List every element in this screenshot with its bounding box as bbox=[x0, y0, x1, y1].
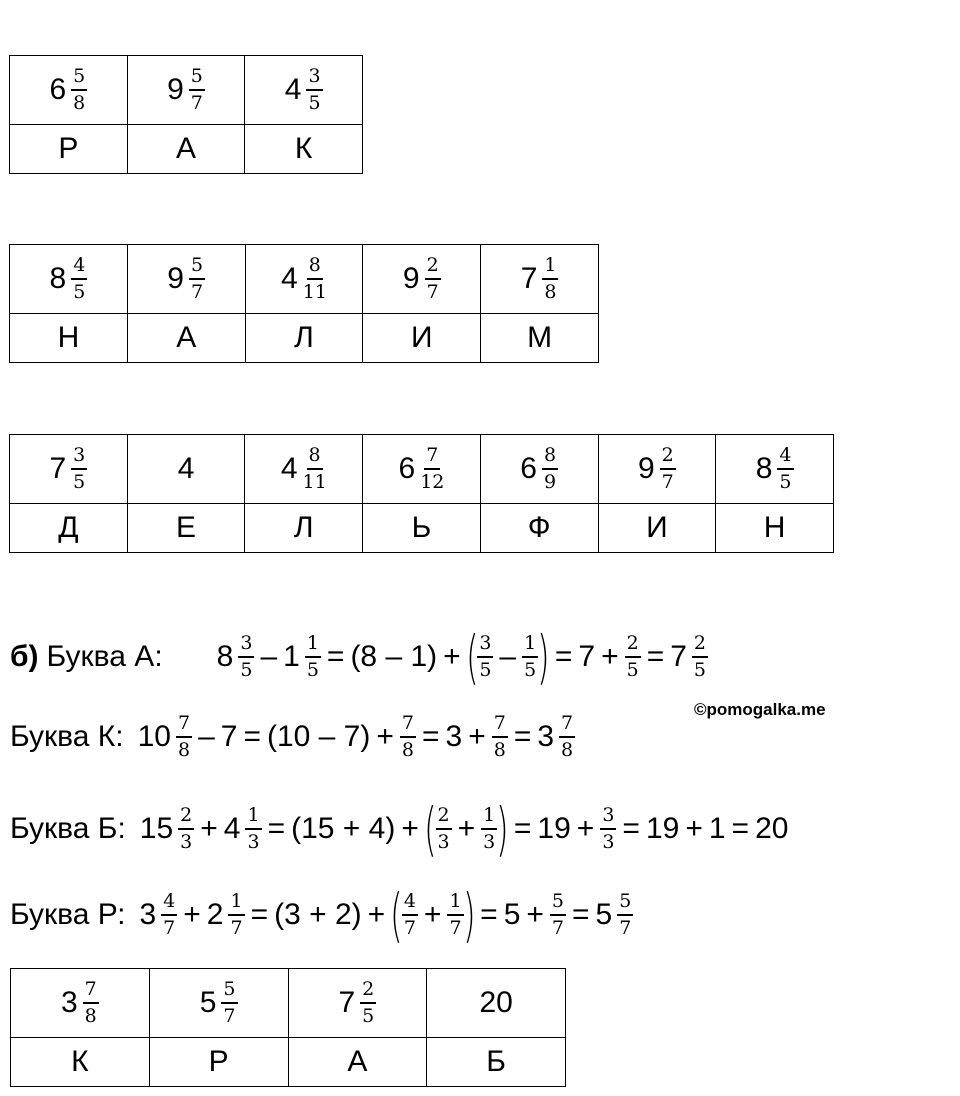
fraction: $\frac{2}{5}$ bbox=[693, 632, 706, 681]
table-3 bbox=[9, 434, 834, 553]
cell-number: 20 bbox=[427, 969, 566, 1038]
fraction: $\frac{1}{3}$ bbox=[247, 804, 260, 853]
fraction: $\frac{4}{7}$ bbox=[403, 890, 416, 939]
cell-number: 4 $\frac{8}{11}$ bbox=[245, 435, 363, 504]
line-label: Буква К: bbox=[10, 720, 124, 753]
cell-letter: Ь bbox=[363, 504, 481, 553]
fraction: $\frac{2}{7}$ bbox=[426, 254, 439, 303]
fraction: $\frac{3}{5}$ bbox=[308, 65, 321, 114]
fraction: $\frac{7}{8}$ bbox=[561, 712, 574, 761]
cell-number: 7 $\frac{3}{5}$ bbox=[10, 435, 128, 504]
fraction: $\frac{4}{7}$ bbox=[163, 890, 176, 939]
fraction: $\frac{1}{5}$ bbox=[524, 632, 537, 681]
fraction: $\frac{5}{7}$ bbox=[190, 65, 203, 114]
fraction: $\frac{1}{7}$ bbox=[230, 890, 243, 939]
table-4 bbox=[10, 968, 566, 1087]
section-marker: б) bbox=[10, 640, 39, 673]
cell-number: 8 $\frac{4}{5}$ bbox=[10, 245, 128, 314]
fraction: $\frac{1}{8}$ bbox=[544, 254, 557, 303]
line-label: Буква Б: bbox=[10, 812, 126, 845]
fraction: $\frac{3}{5}$ bbox=[240, 632, 253, 681]
cell-letter: Р bbox=[149, 1038, 288, 1087]
cell-number: 9 $\frac{2}{7}$ bbox=[363, 245, 481, 314]
watermark: ©pomogalka.me bbox=[694, 700, 826, 719]
cell-number: 6 $\frac{7}{12}$ bbox=[363, 435, 481, 504]
equation-line-k: Буква К: 10 $\frac{7}{8}$ – 7 = (10 – 7) + $\frac{7}{8}$ = 3 + $\frac{7}{8}$ = 3 $\frac{7}{8}$ bbox=[10, 712, 574, 761]
fraction: $\frac{2}{7}$ bbox=[661, 444, 674, 493]
cell-letter: К bbox=[245, 125, 363, 174]
cell-letter: М bbox=[481, 314, 599, 363]
cell-letter: Д bbox=[10, 504, 128, 553]
cell-letter: А bbox=[288, 1038, 427, 1087]
fraction: $\frac{8}{11}$ bbox=[302, 444, 327, 493]
cell-letter: Л bbox=[245, 504, 363, 553]
cell-number: 5 $\frac{5}{7}$ bbox=[149, 969, 288, 1038]
line-label: Буква А: bbox=[46, 640, 163, 673]
fraction: $\frac{7}{8}$ bbox=[84, 978, 97, 1027]
cell-number: 6 $\frac{5}{8}$ bbox=[10, 56, 128, 125]
cell-number: 7 $\frac{1}{8}$ bbox=[481, 245, 599, 314]
fraction: $\frac{4}{5}$ bbox=[73, 254, 86, 303]
cell-number: 3 $\frac{7}{8}$ bbox=[11, 969, 150, 1038]
fraction: $\frac{8}{11}$ bbox=[302, 254, 327, 303]
cell-letter: Л bbox=[245, 314, 363, 363]
equation-line-b: Буква Б: 15 $\frac{2}{3}$ + 4 $\frac{1}{3}$ = (15 + 4) + ( $\frac{2}{3}$ + $\frac{1}{3}$ ) = 19 + $\frac{3}{3}$ = 19 + 1 = 20 bbox=[10, 795, 789, 863]
fraction: $\frac{5}{7}$ bbox=[551, 890, 565, 939]
fraction: $\frac{5}{7}$ bbox=[619, 890, 632, 939]
cell-number: 4 $\frac{3}{5}$ bbox=[245, 56, 363, 125]
cell-letter: Б bbox=[427, 1038, 566, 1087]
cell-number: 4 $\frac{8}{11}$ bbox=[245, 245, 363, 314]
cell-number: 4 bbox=[127, 435, 245, 504]
table-1 bbox=[9, 55, 363, 174]
cell-number: 9 $\frac{2}{7}$ bbox=[598, 435, 716, 504]
fraction: $\frac{1}{3}$ bbox=[483, 804, 496, 853]
cell-letter: А bbox=[127, 314, 245, 363]
fraction: $\frac{3}{3}$ bbox=[602, 804, 615, 853]
line-label: Буква Р: bbox=[10, 898, 126, 931]
fraction: $\frac{7}{12}$ bbox=[420, 444, 445, 493]
fraction: $\frac{5}{8}$ bbox=[73, 65, 86, 114]
cell-number: 6 $\frac{8}{9}$ bbox=[480, 435, 598, 504]
cell-letter: И bbox=[598, 504, 716, 553]
fraction: $\frac{5}{7}$ bbox=[223, 978, 236, 1027]
fraction: $\frac{5}{7}$ bbox=[190, 254, 204, 303]
cell-letter: Р bbox=[10, 125, 128, 174]
fraction: $\frac{2}{3}$ bbox=[437, 804, 450, 853]
cell-number: 7 $\frac{2}{5}$ bbox=[288, 969, 427, 1038]
equation-line-a: б) Буква А: 8 $\frac{3}{5}$ – 1 $\frac{1}{5}$ = (8 – 1) + ( $\frac{3}{5}$ – $\frac{1}{5}$ ) = 7 + $\frac{2}{5}$ = 7 $\frac{2}{5}$ bbox=[10, 623, 706, 691]
cell-letter: Н bbox=[716, 504, 834, 553]
fraction: $\frac{2}{5}$ bbox=[626, 632, 639, 681]
table-2 bbox=[9, 244, 599, 363]
cell-letter: А bbox=[127, 125, 245, 174]
fraction: $\frac{7}{8}$ bbox=[493, 712, 506, 761]
equation-line-r: Буква Р: 3 $\frac{4}{7}$ + 2 $\frac{1}{7}$ = (3 + 2) + ( $\frac{4}{7}$ + $\frac{1}{7}$ ) = 5 + $\frac{5}{7}$ = 5 $\frac{5}{7}$ bbox=[10, 881, 632, 949]
fraction: $\frac{3}{5}$ bbox=[73, 444, 86, 493]
cell-letter: К bbox=[11, 1038, 150, 1087]
cell-number: 9 $\frac{5}{7}$ bbox=[127, 245, 245, 314]
cell-letter: Н bbox=[10, 314, 128, 363]
cell-number: 9 $\frac{5}{7}$ bbox=[127, 56, 245, 125]
cell-letter: Е bbox=[127, 504, 245, 553]
fraction: $\frac{7}{8}$ bbox=[401, 712, 414, 761]
fraction: $\frac{4}{5}$ bbox=[779, 444, 792, 493]
fraction: $\frac{2}{5}$ bbox=[362, 978, 375, 1027]
cell-letter: И bbox=[363, 314, 481, 363]
fraction: $\frac{7}{8}$ bbox=[177, 712, 191, 761]
fraction: $\frac{8}{9}$ bbox=[543, 444, 557, 493]
fraction: $\frac{1}{5}$ bbox=[306, 632, 319, 681]
cell-number: 8 $\frac{4}{5}$ bbox=[716, 435, 834, 504]
fraction: $\frac{3}{5}$ bbox=[479, 632, 492, 681]
fraction: $\frac{1}{7}$ bbox=[449, 890, 462, 939]
fraction: $\frac{2}{3}$ bbox=[180, 804, 193, 853]
cell-letter: Ф bbox=[480, 504, 598, 553]
